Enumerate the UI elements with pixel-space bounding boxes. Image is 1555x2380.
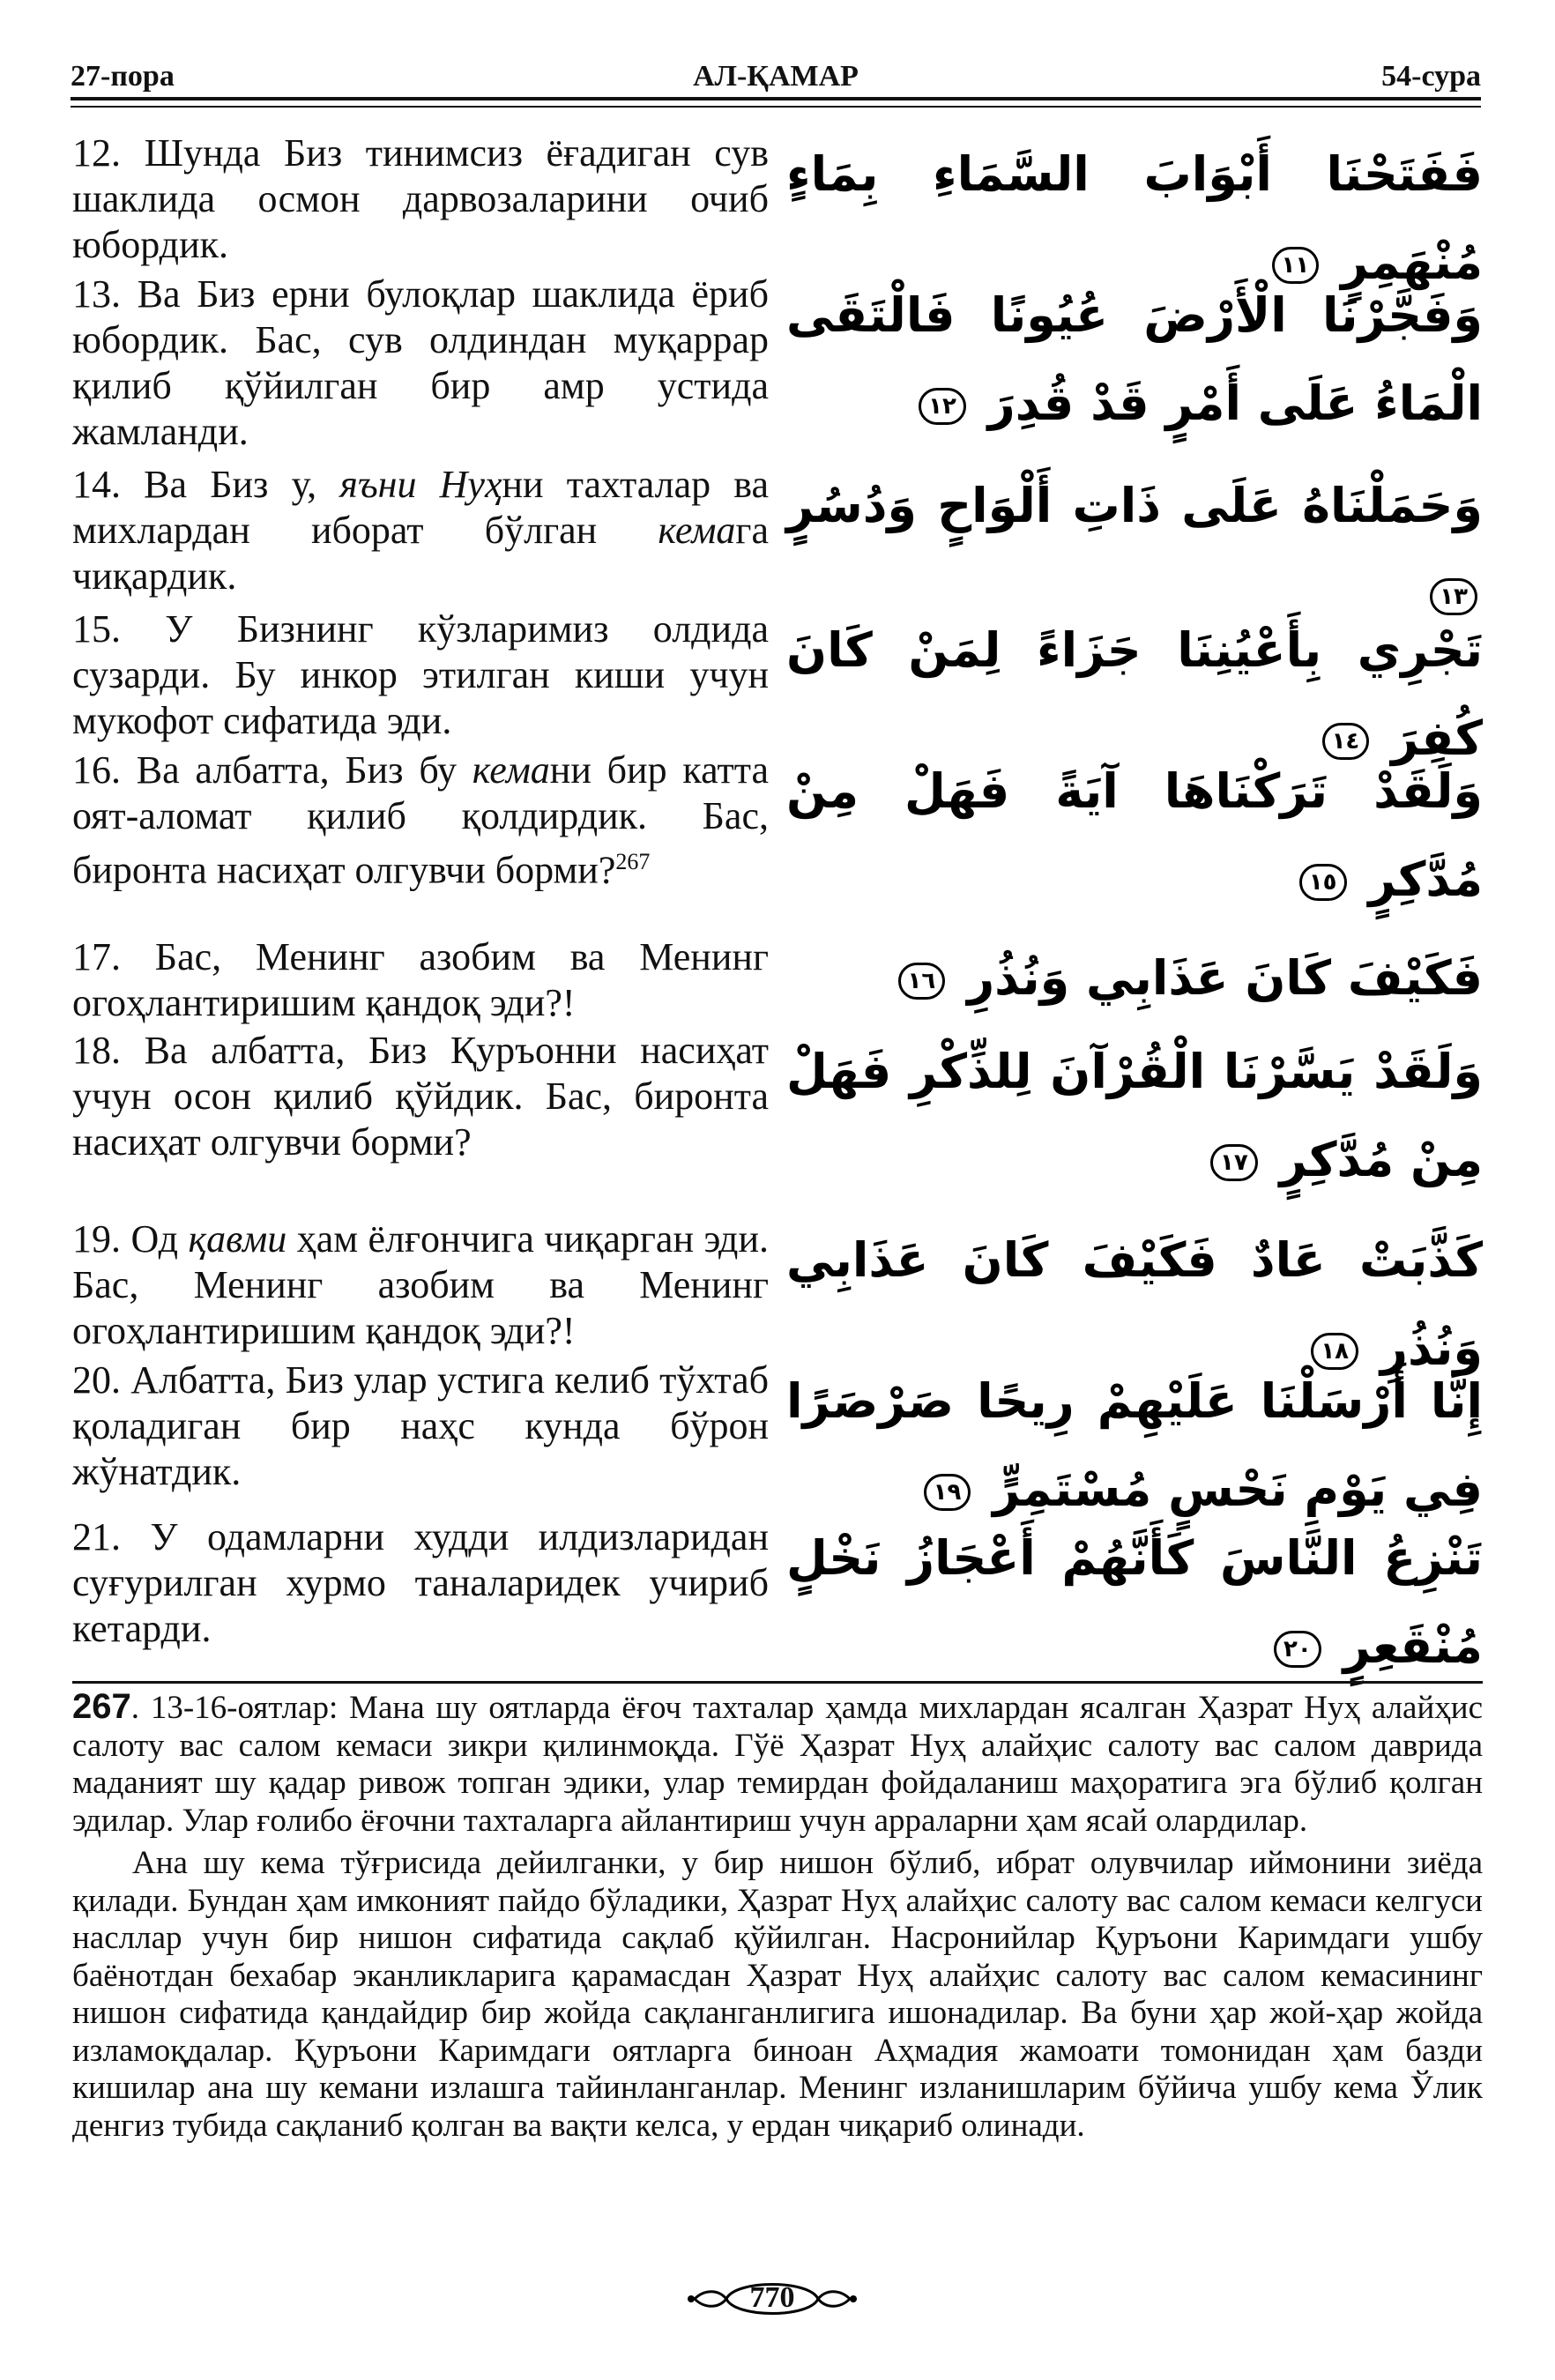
verse-translation: 15. У Бизнинг кўзларимиз олдида сузарди. Бу инкор этилган киши учун мукофот сифатида эди. (72, 607, 769, 742)
page-number-text: 770 (749, 2281, 795, 2314)
header-rule-thin (71, 106, 1481, 108)
italic-insert: кема (472, 748, 550, 792)
verse-translation: 14. Ва Биз у, яъни Нуҳни тахталар ва михлардан иборат бўлган кемага чиқардик. (72, 463, 770, 598)
verse-translation: 13. Ва Биз ерни булоқлар шаклида ёриб юбордик. Бас, сув олдиндан муқаррар қилиб қўйилган бир амр устида жамланди. (72, 272, 769, 453)
footnote-ref[interactable]: 267 (615, 849, 651, 874)
ayah-number-marker: ١٤ (1322, 723, 1370, 760)
verse-translation: 18. Ва албатта, Биз Қуръонни насиҳат учун осон қилиб қўйдик. Бас, биронта насиҳат олгувчи борми? (72, 1029, 769, 1164)
surah-title: АЛ-ҚАМАР (693, 60, 859, 93)
ayah-number-marker: ١١ (1272, 247, 1320, 284)
header-rule-thick (71, 97, 1481, 100)
page-header (71, 51, 1481, 113)
footnote-number: 267 (72, 1687, 131, 1726)
arabic-text: تَجْرِي بِأَعْيُنِنَا جَزَاءً لِمَنْ كَانَ كُفِرَ (786, 622, 1483, 766)
verse-arabic (786, 1028, 1483, 1204)
verse-translation: 20. Албатта, Биз улар устига келиб тўхтаб қоладиган бир наҳс кунда бўрон жўнатдик. (72, 1358, 769, 1493)
arabic-text: تَنْزِعُ النَّاسَ كَأَنَّهُمْ أَعْجَازُ نَخْلٍ مُنْقَعِرٍ (786, 1530, 1483, 1674)
footnote-paragraph-1: 267. 13-16-оятлар: Мана шу оятларда ёғоч тахталар ҳамда михлардан ясалган Ҳазрат Нуҳ алайҳис салоту вас салом кемаси зикри қилинмоқда. Гўё Ҳазрат Нуҳ алайҳис салоту вас салом даврида маданият шу қадар ривож топган эдики, улар темирдан фойдаланиш маҳоратига эга бўлиб қолган эдилар. Улар ғолибо ёғочни тахталарга айлантириш учун арраларни ҳам ясай олардилар. (72, 1687, 1483, 1839)
ayah-number-marker: ١٧ (1210, 1144, 1258, 1181)
italic-insert: кема (658, 509, 736, 552)
ayah-number-marker: ١٥ (1299, 864, 1347, 901)
ayah-number-marker: ١٢ (919, 388, 966, 425)
verse-translation: 16. Ва албатта, Биз бу кемани бир катта оят-аломат қилиб қолдирдик. Бас, биронта насиҳат олгувчи борми?$^{267}$ (72, 748, 769, 892)
ayah-number-marker: ١٣ (1430, 578, 1477, 615)
verse-translation: 12. Шунда Биз тинимсиз ёғадиган сув шаклида осмон дарвозаларини очиб юбордик. (72, 131, 769, 266)
ayah-number-marker: ١٨ (1311, 1333, 1358, 1370)
ayah-number-marker: ٢٠ (1274, 1631, 1321, 1668)
verse-arabic (786, 747, 1483, 924)
italic-insert: яъни Нуҳ (339, 463, 502, 506)
verse-arabic (786, 271, 1483, 448)
arabic-text: وَلَقَدْ تَرَكْنَاهَا آيَةً فَهَلْ مِنْ مُدَّكِرٍ (786, 763, 1483, 907)
verse-translation: 19. Од қавми ҳам ёлғончига чиқарган эди. Бас, Менинг азобим ва Менинг огоҳлантиришим қандоқ эди?! (72, 1217, 769, 1352)
ayah-number-marker: ١٦ (898, 963, 946, 1000)
arabic-text: إِنَّا أَرْسَلْنَا عَلَيْهِمْ رِيحًا صَرْصَرًا فِي يَوْمِ نَحْسٍ مُسْتَمِرٍّ (786, 1373, 1483, 1517)
ayah-number-marker: ١٩ (924, 1474, 971, 1511)
arabic-text: فَفَتَحْنَا أَبْوَابَ السَّمَاءِ بِمَاءٍ مُنْهَمِرٍ (786, 146, 1483, 290)
verse-translation: 21. У одамларни худди илдизларидан суғурилган хурмо таналаридек учириб кетарди. (72, 1515, 769, 1650)
surah-number: 54-сура (1381, 60, 1481, 93)
verse-arabic (786, 1514, 1483, 1691)
arabic-text: وَلَقَدْ يَسَّرْنَا الْقُرْآنَ لِلذِّكْرِ فَهَلْ مِنْ مُدَّكِرٍ (786, 1044, 1483, 1187)
verse-translation: 17. Бас, Менинг азобим ва Менинг огоҳлантиришим қандоқ эди?! (72, 935, 769, 1024)
arabic-text: وَفَجَّرْنَا الْأَرْضَ عُيُونًا فَالْتَقَى الْمَاءُ عَلَى أَمْرٍ قَدْ قُدِرَ (786, 287, 1483, 431)
italic-insert: қавми (188, 1217, 287, 1261)
page-number (684, 2272, 860, 2325)
footnote-267 (72, 1688, 1483, 2145)
arabic-text: كَذَّبَتْ عَادٌ فَكَيْفَ كَانَ عَذَابِي وَنُذُرِ (786, 1232, 1483, 1376)
juz-label: 27-пора (71, 60, 175, 93)
footnote-rule (72, 1681, 1483, 1684)
arabic-text: وَحَمَلْنَاهُ عَلَى ذَاتِ أَلْوَاحٍ وَدُسُرٍ (786, 478, 1483, 533)
arabic-text: فَكَيْفَ كَانَ عَذَابِي وَنُذُرِ (967, 950, 1483, 1006)
verse-arabic (786, 934, 1483, 1023)
verse-arabic (786, 1357, 1483, 1534)
footnote-paragraph-2: Ана шу кема тўғрисида дейилганки, у бир нишон бўлиб, ибрат олувчилар иймонини зиёда қилади. Бундан ҳам имконият пайдо бўладики, Ҳазрат Нуҳ алайҳис салоту вас салом кемаси келгуси насллар учун бир нишон сифатида сақлаб қўйилган. Насронийлар Қуръони Каримдаги ушбу баёнотдан бехабар эканликларига қарамасдан Ҳазрат Нуҳ алайҳис салоту вас салом кемасининг нишон сифатида қандайдир бир жойда сақланганлигига ишонадилар. Ва буни ҳар жой-ҳар жойда изламоқдалар. Қуръони Каримдаги оятларга биноан Аҳмадия жамоати томонидан ҳам базди кишилар ана шу кемани излашга тайинланганлар. Менинг изланишларим бўйича ушбу кема Ўлик денгиз тубида сақланиб қолган ва вақти келса, у ердан чиқариб олинади. (72, 1845, 1483, 2144)
